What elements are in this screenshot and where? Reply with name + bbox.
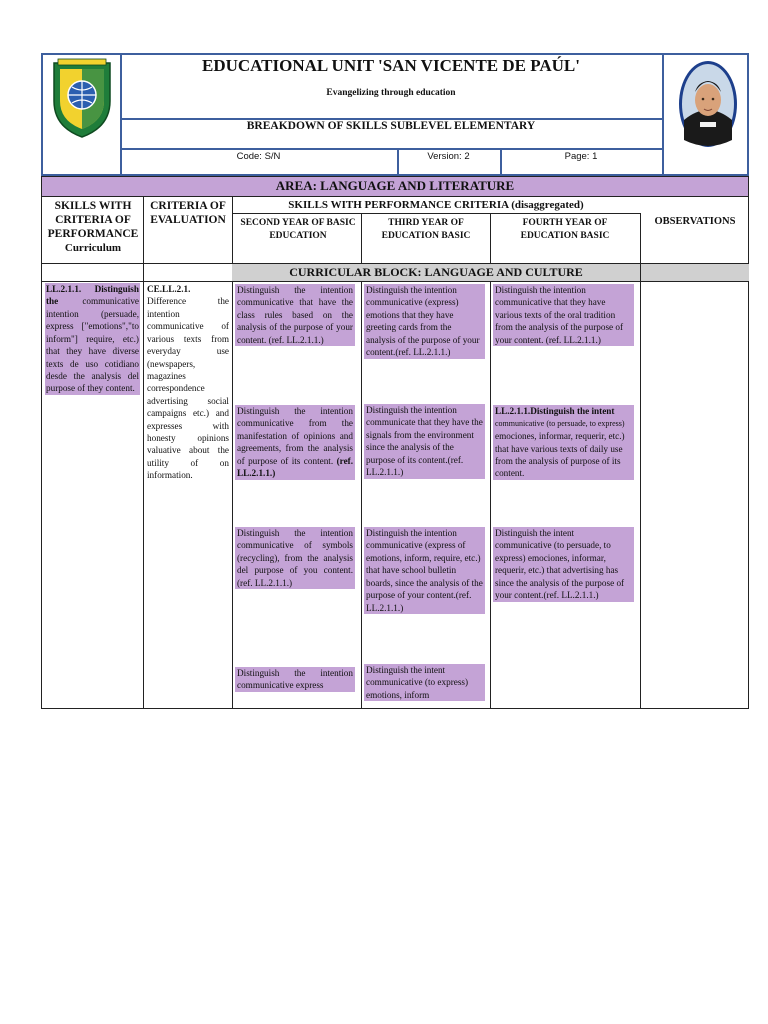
- fourth-year-item-small: communicative (to persuade, to express): [495, 419, 625, 429]
- skill-body: communicative intention (persuade, express ["emotions","to inform"] require, etc.) that they have diverse texts de uso cotidiano desde the analysis del purpose of they content.: [46, 296, 139, 394]
- second-year-item: [235, 405, 355, 480]
- fourth-year-item: Distinguish the intent communicative (to persuade, to express) emociones, informar, requerir, etc.) that advertising has since the analysis of the purpose of your content.(ref. LL.2.1.1.): [493, 527, 634, 602]
- third-year-item: Distinguish the intention communicative (express) emotions that they have greeting cards from the analysis of the purpose of your content.(ref. LL.2.1.1.): [364, 284, 485, 359]
- document-page: Page: 1: [564, 151, 598, 162]
- header-skills-with-criteria-label: SKILLS WITH CRITERIA OF PERFORMANCE: [47, 200, 139, 240]
- skill-code: LL.2.1.1.: [46, 284, 82, 294]
- third-year-item: Distinguish the intention communicate that they have the signals from the environment since the analysis of the purpose of its content.(ref. LL.2.1.1.): [364, 404, 485, 479]
- second-year-item-ref: (ref. LL.2.1.1.): [237, 455, 353, 479]
- document-code: Code: S/N: [236, 151, 281, 162]
- second-year-item: Distinguish the intention communicative of symbols (recycling), from the analysis del purpose of you content. (ref. LL.2.1.1.): [237, 528, 353, 588]
- header-observations: OBSERVATIONS: [654, 216, 736, 227]
- criteria-body: Difference the intention communicative of various texts from everyday use (newspapers, magazines correspondence advertising social campaigns etc.) and expresses with honesty opinions valuative about the utility of on information.: [147, 296, 229, 481]
- second-year-item: Distinguish the intention communicative that have the class rules based on the analysis of the purpose of your content. (ref. LL.2.1.1.): [237, 285, 353, 345]
- second-year-item-text: Distinguish the intention communicative from the manifestation of opinions and agreements, from the analysis of purpose of its content.: [237, 406, 353, 466]
- fourth-year-item-lead: LL.2.1.1.Distinguish the intent: [495, 406, 615, 416]
- header-second-year: SECOND YEAR OF BASIC EDUCATION: [240, 218, 356, 241]
- third-year-item: Distinguish the intent communicative (to express) emotions, inform: [364, 664, 485, 701]
- area-title: AREA: LANGUAGE AND LITERATURE: [275, 178, 515, 193]
- header-skills-with-criteria: [44, 199, 142, 255]
- curricular-block-title: CURRICULAR BLOCK: LANGUAGE AND CULTURE: [289, 265, 583, 279]
- skill-cell: [45, 283, 140, 395]
- saint-portrait: [678, 60, 738, 148]
- school-crest-logo: [50, 57, 114, 139]
- header-fourth-year: FOURTH YEAR OF EDUCATION BASIC: [520, 218, 610, 241]
- fourth-year-item: [493, 405, 634, 480]
- institution-name: EDUCATIONAL UNIT 'SAN VICENTE DE PAÚL': [201, 56, 580, 75]
- document-version: Version: 2: [427, 151, 470, 162]
- header-curriculum-label: Curriculum: [64, 242, 122, 254]
- fourth-year-item: Distinguish the intention communicative that they have various texts of the oral tradition from the analysis of the purpose of your content. (ref. LL.2.1.1.): [493, 284, 634, 346]
- header-skills-disaggregated: SKILLS WITH PERFORMANCE CRITERIA (disaggregated): [288, 199, 584, 211]
- second-year-item: Distinguish the intention communicative express: [237, 668, 353, 691]
- third-year-item: Distinguish the intention communicative (express of emotions, inform, require, etc.) that have school bulletin boards, since the analysis of the purpose of your content.(ref. LL.2.1.1.): [364, 527, 485, 614]
- criteria-code: CE.LL.2.1.: [147, 284, 191, 294]
- institution-motto: Evangelizing through education: [326, 88, 456, 98]
- header-criteria-of-evaluation: CRITERIA OF EVALUATION: [150, 200, 226, 226]
- document-title: BREAKDOWN OF SKILLS SUBLEVEL ELEMENTARY: [246, 120, 536, 132]
- header-third-year: THIRD YEAR OF EDUCATION BASIC: [381, 218, 471, 241]
- criteria-cell: [147, 283, 229, 482]
- skill-lead: Distinguish the: [46, 284, 139, 307]
- fourth-year-item-text: emociones, informar, requerir, etc.) that have various texts of daily use from the analysis of purpose of its content.: [495, 431, 625, 479]
